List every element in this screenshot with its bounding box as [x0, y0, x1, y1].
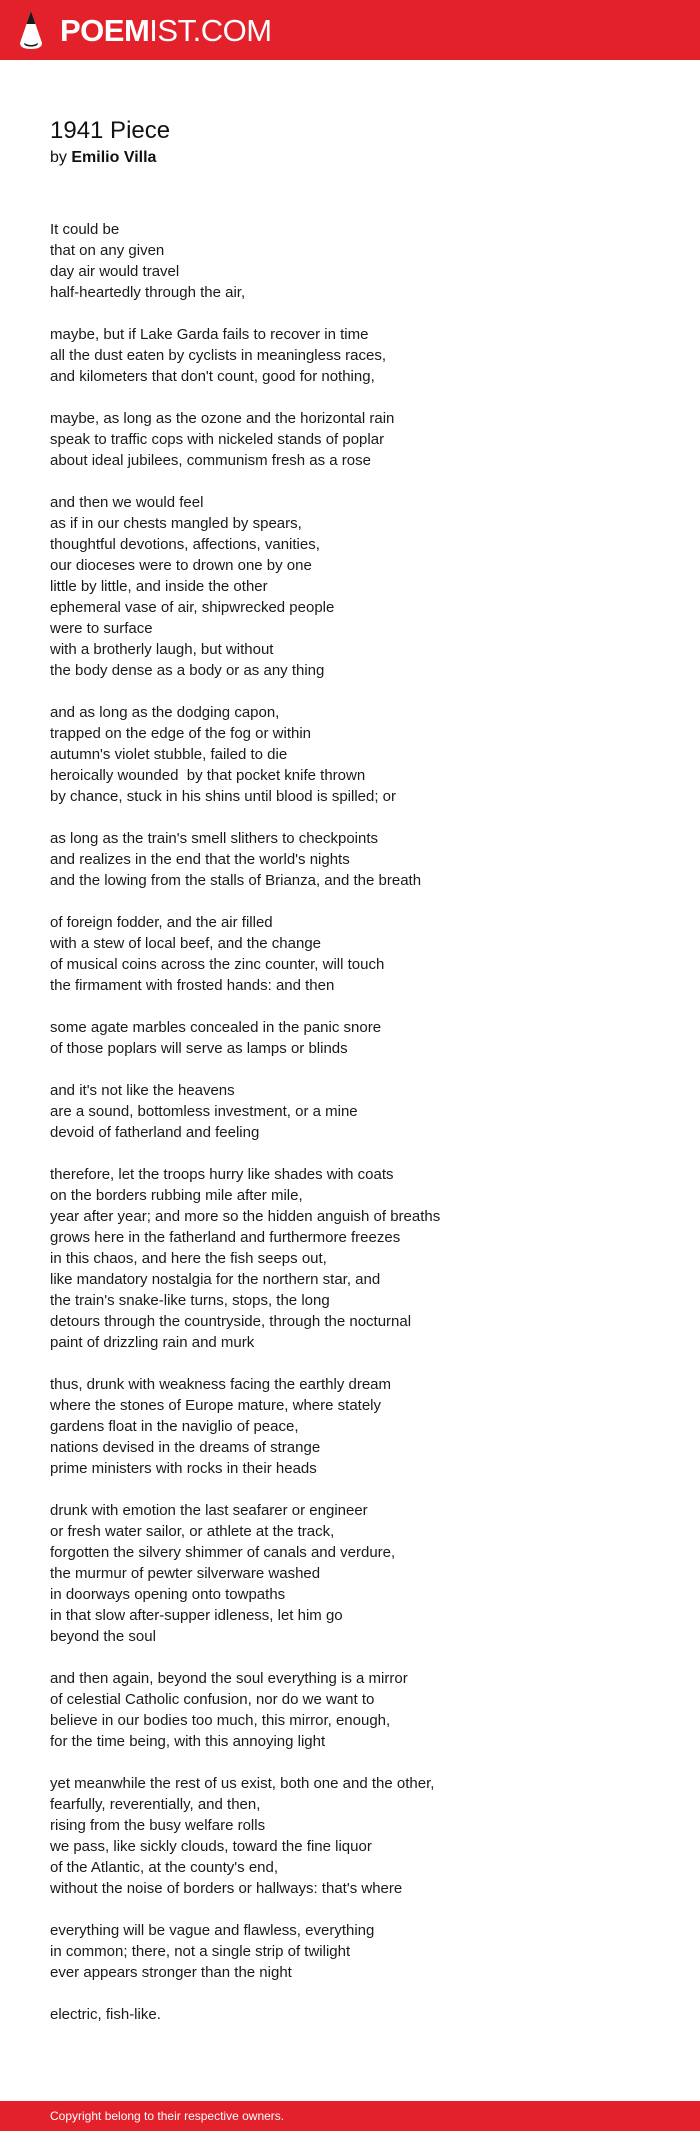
- poem-line: by chance, stuck in his shins until blood is spilled; or: [50, 788, 397, 805]
- poem-line: fearfully, reverentially, and then,: [50, 1796, 261, 1813]
- poem-line: prime ministers with rocks in their heads: [50, 1460, 317, 1477]
- poem-line: trapped on the edge of the fog or within: [50, 725, 312, 742]
- poem-line: as if in our chests mangled by spears,: [50, 515, 302, 532]
- stanza: [50, 828, 660, 891]
- stanza: [50, 2004, 660, 2025]
- poem-line: the train's snake-like turns, stops, the long: [50, 1292, 330, 1309]
- poem-line: gardens float in the naviglio of peace,: [50, 1418, 299, 1435]
- site-logo[interactable]: [18, 9, 272, 51]
- poem-body: [50, 219, 660, 2025]
- poem-line: in common; there, not a single strip of twilight: [50, 1943, 351, 1960]
- stanza: [50, 1374, 660, 1479]
- poem-line: the body dense as a body or as any thing: [50, 662, 325, 679]
- poem-line: heroically wounded by that pocket knife thrown: [50, 767, 366, 784]
- stanza: [50, 492, 660, 681]
- poem-line: nations devised in the dreams of strange: [50, 1439, 321, 1456]
- poem-line: half-heartedly through the air,: [50, 284, 246, 301]
- stanza: [50, 1164, 660, 1353]
- stanza: [50, 1773, 660, 1899]
- logo-text-bold: POEM: [60, 12, 150, 48]
- stanza: [50, 219, 660, 303]
- poem-line: with a stew of local beef, and the change: [50, 935, 322, 952]
- footer-copyright: Copyright belong to their respective owners.: [50, 2109, 285, 2123]
- poem-line: believe in our bodies too much, this mirror, enough,: [50, 1712, 391, 1729]
- poem-container: [50, 116, 660, 2046]
- poem-line: and the lowing from the stalls of Brianza, and the breath: [50, 872, 422, 889]
- poem-line: paint of drizzling rain and murk: [50, 1334, 255, 1351]
- poem-line: maybe, but if Lake Garda fails to recover in time: [50, 326, 369, 343]
- poem-line: everything will be vague and flawless, everything: [50, 1922, 375, 1939]
- poem-line: speak to traffic cops with nickeled stands of poplar: [50, 431, 385, 448]
- poem-line: on the borders rubbing mile after mile,: [50, 1187, 303, 1204]
- poem-line: were to surface: [50, 620, 153, 637]
- poem-line: and it's not like the heavens: [50, 1082, 235, 1099]
- poem-line: or fresh water sailor, or athlete at the track,: [50, 1523, 335, 1540]
- stanza: [50, 1668, 660, 1752]
- by-label: by: [50, 149, 67, 166]
- site-footer: [0, 2101, 700, 2131]
- stanza: [50, 912, 660, 996]
- poem-line: of those poplars will serve as lamps or blinds: [50, 1040, 348, 1057]
- poem-line: and realizes in the end that the world's nights: [50, 851, 350, 868]
- stanza: [50, 1017, 660, 1059]
- stanza: [50, 702, 660, 807]
- poem-line: all the dust eaten by cyclists in meaningless races,: [50, 347, 386, 364]
- poem-line: and as long as the dodging capon,: [50, 704, 280, 721]
- poem-line: are a sound, bottomless investment, or a mine: [50, 1103, 358, 1120]
- poem-line: thoughtful devotions, affections, vanities,: [50, 536, 320, 553]
- poem-line: in doorways opening onto towpaths: [50, 1586, 286, 1603]
- poem-line: devoid of fatherland and feeling: [50, 1124, 260, 1141]
- poem-line: day air would travel: [50, 263, 180, 280]
- poem-line: yet meanwhile the rest of us exist, both one and the other,: [50, 1775, 435, 1792]
- poem-line: and then we would feel: [50, 494, 204, 511]
- poem-line: in this chaos, and here the fish seeps out,: [50, 1250, 327, 1267]
- poem-line: therefore, let the troops hurry like shades with coats: [50, 1166, 394, 1183]
- poem-line: beyond the soul: [50, 1628, 156, 1645]
- poem-line: about ideal jubilees, communism fresh as a rose: [50, 452, 371, 469]
- stanza: [50, 1920, 660, 1983]
- poem-line: detours through the countryside, through the nocturnal: [50, 1313, 412, 1330]
- poem-line: in that slow after-supper idleness, let him go: [50, 1607, 343, 1624]
- poem-line: of foreign fodder, and the air filled: [50, 914, 273, 931]
- poem-line: with a brotherly laugh, but without: [50, 641, 274, 658]
- poem-line: the murmur of pewter silverware washed: [50, 1565, 321, 1582]
- author-name[interactable]: Emilio Villa: [71, 149, 157, 166]
- poem-line: maybe, as long as the ozone and the horizontal rain: [50, 410, 395, 427]
- poem-line: we pass, like sickly clouds, toward the fine liquor: [50, 1838, 372, 1855]
- poem-line: little by little, and inside the other: [50, 578, 268, 595]
- poem-line: and kilometers that don't count, good for nothing,: [50, 368, 375, 385]
- poem-line: some agate marbles concealed in the panic snore: [50, 1019, 382, 1036]
- stanza: [50, 1080, 660, 1143]
- poem-line: the firmament with frosted hands: and then: [50, 977, 335, 994]
- poem-line: for the time being, with this annoying light: [50, 1733, 326, 1750]
- poem-line: autumn's violet stubble, failed to die: [50, 746, 288, 763]
- poem-line: ever appears stronger than the night: [50, 1964, 292, 1981]
- poem-line: It could be: [50, 221, 120, 238]
- logo-text-light: IST.COM: [149, 12, 272, 48]
- poem-line: of musical coins across the zinc counter, will touch: [50, 956, 385, 973]
- byline: [50, 147, 660, 169]
- stanza: [50, 408, 660, 471]
- poem-line: drunk with emotion the last seafarer or engineer: [50, 1502, 368, 1519]
- poem-line: of celestial Catholic confusion, nor do we want to: [50, 1691, 375, 1708]
- poem-line: like mandatory nostalgia for the northern star, and: [50, 1271, 381, 1288]
- poem-line: electric, fish-like.: [50, 2006, 161, 2023]
- poem-line: ephemeral vase of air, shipwrecked people: [50, 599, 335, 616]
- poem-line: and then again, beyond the soul everything is a mirror: [50, 1670, 408, 1687]
- poem-title: 1941 Piece: [50, 117, 171, 144]
- poem-line: year after year; and more so the hidden anguish of breaths: [50, 1208, 441, 1225]
- stanza: [50, 1500, 660, 1647]
- poem-line: thus, drunk with weakness facing the earthly dream: [50, 1376, 392, 1393]
- site-header: [0, 0, 700, 60]
- poem-line: grows here in the fatherland and furthermore freezes: [50, 1229, 401, 1246]
- pencil-tip-icon: [18, 9, 44, 51]
- poem-line: that on any given: [50, 242, 165, 259]
- poem-line: rising from the busy welfare rolls: [50, 1817, 266, 1834]
- poem-line: our dioceses were to drown one by one: [50, 557, 312, 574]
- poem-line: of the Atlantic, at the county's end,: [50, 1859, 279, 1876]
- site-logo-text: [60, 12, 272, 48]
- poem-line: forgotten the silvery shimmer of canals and verdure,: [50, 1544, 396, 1561]
- poem-line: without the noise of borders or hallways: that's where: [50, 1880, 403, 1897]
- poem-line: as long as the train's smell slithers to checkpoints: [50, 830, 379, 847]
- poem-line: where the stones of Europe mature, where stately: [50, 1397, 382, 1414]
- stanza: [50, 324, 660, 387]
